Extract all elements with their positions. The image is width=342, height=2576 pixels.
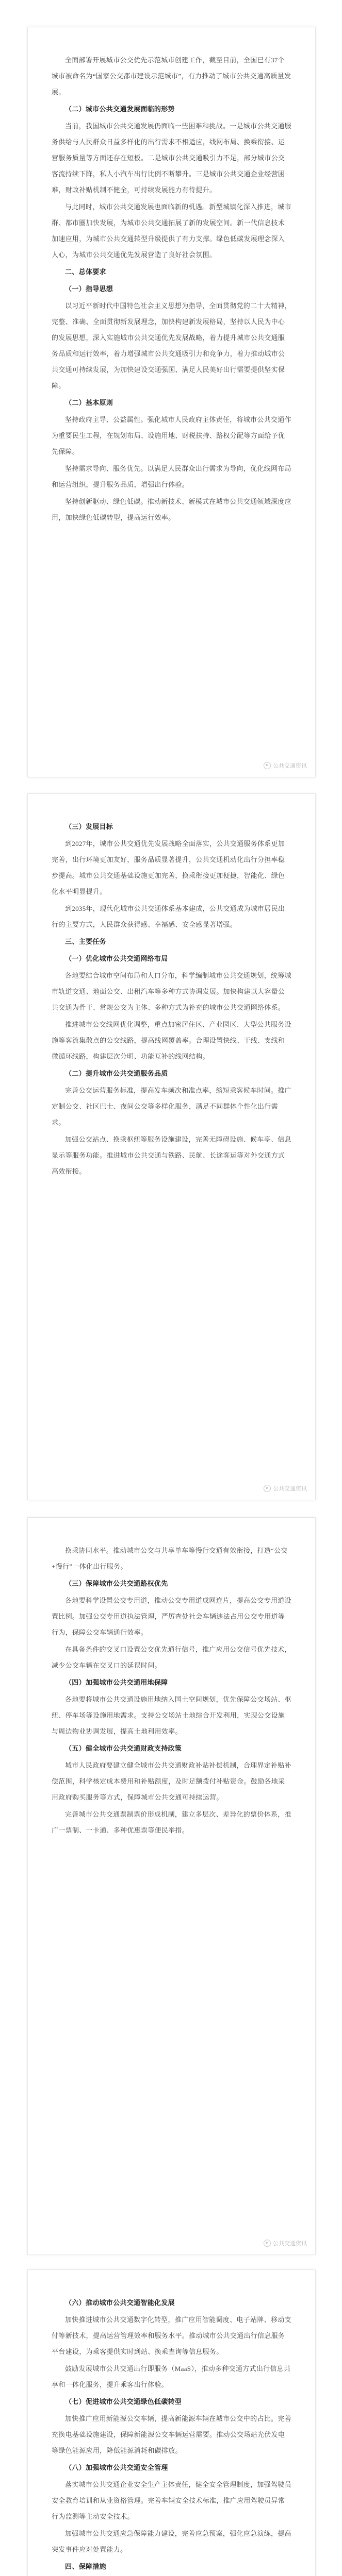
paragraph: 完善城市公共交通票制票价形成机制，建立多层次、差异化的票价体系，推广一票制、一卡通、多种优惠票等便民举措。 [52, 1810, 291, 1834]
paragraph: 当前，我国城市公共交通发展仍面临一些困难和挑战。一是城市公共交通服务供给与人民群众日益多样化的出行需求不相适应，线网布局、换乘衔接、运营服务质量等方面还存在短板。二是城市公共交通吸引力不足，部分城市公交客流持续下降，私人小汽车出行比例不断攀升。三是城市公共交通企业经营困难，财政补贴机制不健全，可持续发展能力有待提升。 [52, 122, 291, 194]
section-heading: 四、保障措施 [65, 2563, 106, 2570]
watermark-text: 公共交通资讯 [273, 1486, 307, 1492]
paragraph: 加快推进城市公共交通数字化转型，推广应用智能调度、电子站牌、移动支付等新技术，提高运营管理效率和服务水平。推动城市公共交通出行信息服务平台建设，为乘客提供实时到站、换乘查询等信息服务。 [52, 2316, 291, 2355]
paragraph: 各地要结合城市空间布局和人口分布，科学编制城市公共交通规划，统筹城市轨道交通、地面公交、出租汽车等多种方式协调发展。加快构建以大容量公共交通为骨干、常规公交为主体、多种方式为补充的城市公共交通网络体系。 [52, 972, 291, 1011]
section-heading: （二）城市公共交通发展面临的形势 [65, 105, 175, 113]
section-heading: （四）加强城市公共交通用地保障 [65, 1679, 168, 1686]
watermark-icon [264, 762, 271, 769]
paragraph: 以习近平新时代中国特色社会主义思想为指导，全面贯彻党的二十大精神，完整、准确、全面贯彻新发展理念，加快构建新发展格局，坚持以人民为中心的发展思想，深入实施城市公共交通优先发展战略，着力提升城市公共交通服务品质和运行效率，着力增强城市公共交通吸引力和竞争力，着力推动城市公共交通可持续发展，为加快建设交通强国、满足人民美好出行需要提供坚实保障。 [52, 302, 291, 389]
section-heading: （五）健全城市公共交通财政支持政策 [65, 1744, 182, 1752]
paragraph: 坚持政府主导、公益属性。强化城市人民政府主体责任，将城市公共交通作为重要民生工程，在规划布局、设施用地、财税扶持、路权分配等方面给予优先保障。 [52, 416, 291, 455]
watermark-text: 公共交通资讯 [273, 2241, 307, 2247]
section-heading: （三）保障城市公共交通路权优先 [65, 1580, 168, 1587]
paragraph: 各地要将城市公共交通设施用地纳入国土空间规划，优先保障公交场站、枢纽、停车场等设施用地需求。支持公交场站土地综合开发利用，实现公交设施与周边物业协调发展，提高土地利用效率。 [52, 1696, 291, 1735]
watermark-icon [264, 2240, 271, 2247]
section-heading: （一）指导思想 [65, 285, 113, 293]
section-heading: （六）推动城市公共交通智能化发展 [65, 2299, 175, 2307]
watermark [264, 1484, 307, 1493]
paragraph: 在具备条件的交叉口设置公交优先通行信号，推广应用公交信号优先技术，减少公交车辆在交叉口的延误时间。 [52, 1646, 291, 1669]
document-page-3 [27, 1517, 316, 2255]
watermark [264, 761, 307, 770]
paragraph: 鼓励发展城市公共交通出行即服务（MaaS），推动多种交通方式出行信息共享和一体化服务，提升乘客出行体验。 [52, 2365, 291, 2388]
watermark-icon [264, 1485, 271, 1492]
paragraph: 加强公交站点、换乘枢纽等服务设施建设，完善无障碍设施、候车亭、信息显示等服务功能。推进城市公共交通与铁路、民航、长途客运等对外交通方式高效衔接。 [52, 1136, 291, 1175]
document-page-2 [27, 793, 316, 1500]
paragraph: 各地要科学设置公交专用道，推动公交专用道成网连片，提高公交专用道设置比例。加强公交专用道执法管理，严厉查处社会车辆违法占用公交专用道等行为，保障公交车辆通行效率。 [52, 1597, 291, 1636]
paragraph: 加强城市公共交通应急保障能力建设，完善应急预案，强化应急演练，提高突发事件应对处置能力。 [52, 2530, 291, 2553]
section-heading: （三）发展目标 [65, 823, 113, 831]
paragraph: 加快推广应用新能源公交车辆，提高新能源车辆在城市公交中的占比。完善充换电基础设施建设，保障新能源公交车辆运营需要。推动公交场站光伏发电等绿色能源应用，降低能源消耗和碳排放。 [52, 2415, 291, 2454]
paragraph: 完善公交运营服务标准，提高发车频次和准点率，缩短乘客候车时间。推广定制公交、社区巴士、夜间公交等多样化服务，满足不同群体个性化出行需求。 [52, 1087, 291, 1126]
paragraph: 坚持需求导向、服务优先。以满足人民群众出行需求为导向，优化线网布局和运营组织，提升服务品质，增强出行体验。 [52, 465, 291, 488]
paragraph: 落实城市公共交通企业安全生产主体责任，健全安全管理制度，加强驾驶员安全教育培训和从业资格管理。完善车辆安全技术标准，推广应用驾驶员异常行为监测等主动安全技术。 [52, 2481, 291, 2520]
paragraph: 坚持创新驱动、绿色低碳。推动新技术、新模式在城市公共交通领域深度应用，加快绿色低碳转型，提高运行效率。 [52, 498, 291, 521]
paragraph: 推进城市公交线网优化调整，重点加密居住区、产业园区、大型公共服务设施等客流集散点的公交线路，提高线网覆盖率。合理设置快线、干线、支线和微循环线路，构建层次分明、功能互补的线网结构。 [52, 1021, 291, 1060]
paragraph: 到2035年，现代化城市公共交通体系基本建成，公共交通成为城市居民出行的主要方式，人民群众获得感、幸福感、安全感显著增强。 [52, 905, 285, 928]
section-heading: 三、主要任务 [65, 938, 106, 945]
paragraph: 全面部署开展城市公交优先示范城市创建工作，截至目前，全国已有37个城市被命名为“国家公交都市建设示范城市”，有力推动了城市公共交通高质量发展。 [52, 56, 291, 96]
section-heading: （二）提升城市公共交通服务品质 [65, 1070, 168, 1077]
section-heading: （一）优化城市公共交通网络布局 [65, 955, 168, 962]
paragraph: 与此同时，城市公共交通发展也面临新的机遇。新型城镇化深入推进，城市群、都市圈加快发展，为城市公共交通拓展了新的发展空间。新一代信息技术加速应用，为城市公共交通转型升级提供了有力支撑。绿色低碳发展理念深入人心，为城市公共交通优先发展营造了良好社会氛围。 [52, 203, 291, 259]
section-heading: （八）加强城市公共交通安全管理 [65, 2464, 168, 2471]
paragraph: 换乘协同水平。推动城市公交与共享单车等慢行交通有效衔接，打造“公交+慢行”一体化出行服务。 [52, 1547, 288, 1570]
section-heading: （二）基本原则 [65, 399, 113, 406]
section-heading: 二、总体要求 [65, 268, 106, 276]
watermark-text: 公共交通资讯 [273, 763, 307, 769]
paragraph: 城市人民政府要建立健全城市公共交通财政补贴补偿机制，合理界定补贴补偿范围，科学核定成本费用和补贴额度，及时足额拨付补贴资金。鼓励各地采用政府购买服务等方式，保障城市公共交通可持续运营。 [52, 1761, 291, 1801]
document-page-1 [27, 27, 316, 777]
section-heading: （七）促进城市公共交通绿色低碳转型 [65, 2398, 182, 2405]
document-page-4 [27, 2269, 316, 2576]
watermark [264, 2239, 307, 2247]
paragraph: 到2027年，城市公共交通优先发展战略全面落实，公共交通服务体系更加完善，出行环境更加友好，服务品质显著提升，公共交通机动化出行分担率稳步提高。城市公共交通基础设施更加完善，换乘衔接更加便捷，智能化、绿色化水平明显提升。 [52, 840, 285, 895]
